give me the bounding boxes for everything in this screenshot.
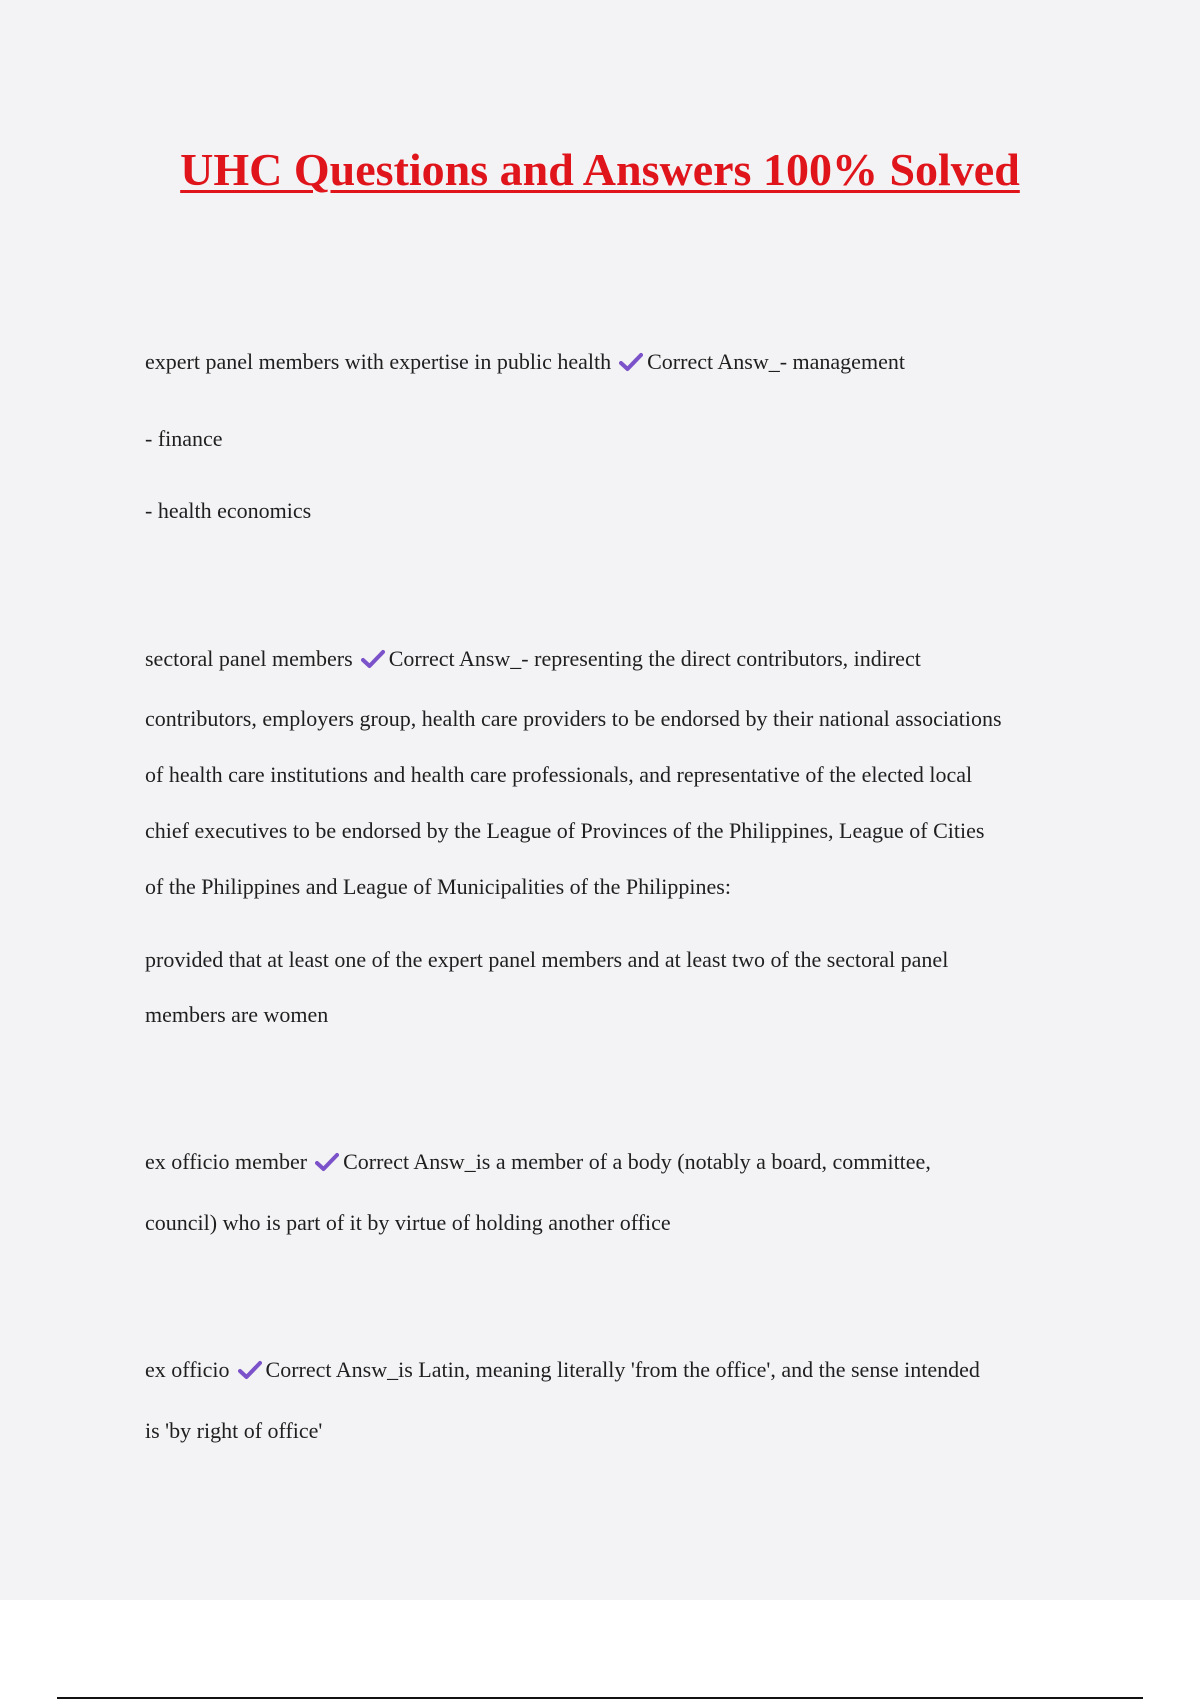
check-icon (315, 1152, 339, 1172)
answer-continuation: contributors, employers group, health care providers to be endorsed by their national associations (145, 706, 1002, 731)
answer-continuation: members are women (145, 1002, 329, 1027)
answer-continuation: of health care institutions and health care professionals, and representative of the elected local (145, 762, 973, 787)
footer-divider (57, 1697, 1143, 1699)
answer-marker: Correct Answ_ (647, 349, 780, 374)
answer-text: is Latin, meaning literally 'from the office', and the sense intended (398, 1357, 980, 1382)
document-title: UHC Questions and Answers 100% Solved (180, 144, 1020, 195)
question-term: ex officio (145, 1357, 230, 1382)
answer-continuation: - health economics (145, 498, 312, 523)
answer-marker: Correct Answ_ (388, 646, 522, 671)
question-line (145, 347, 905, 377)
answer-continuation: is 'by right of office' (145, 1418, 323, 1443)
check-icon (619, 352, 643, 372)
check-icon (361, 649, 385, 669)
question-term: expert panel members with expertise in public health (145, 349, 612, 374)
answer-continuation: council) who is part of it by virtue of holding another office (145, 1210, 671, 1235)
question-term: sectoral panel members (145, 646, 353, 671)
answer-text: - representing the direct contributors, indirect (521, 646, 921, 671)
answer-marker: Correct Answ_ (343, 1149, 476, 1174)
answer-continuation: - finance (145, 426, 223, 451)
question-term: ex officio member (145, 1149, 308, 1174)
answer-marker: Correct Answ_ (265, 1357, 399, 1382)
answer-continuation: provided that at least one of the expert panel members and at least two of the sectoral panel (145, 947, 949, 972)
check-icon (238, 1360, 262, 1380)
answer-continuation: of the Philippines and League of Municipalities of the Philippines: (145, 874, 731, 899)
question-line (145, 1147, 931, 1177)
answer-text: is a member of a body (notably a board, committee, (475, 1149, 931, 1174)
question-line (145, 644, 921, 674)
answer-continuation: chief executives to be endorsed by the League of Provinces of the Philippines, League of Cities (145, 818, 985, 843)
answer-text: - management (779, 349, 905, 374)
question-line (145, 1355, 980, 1385)
